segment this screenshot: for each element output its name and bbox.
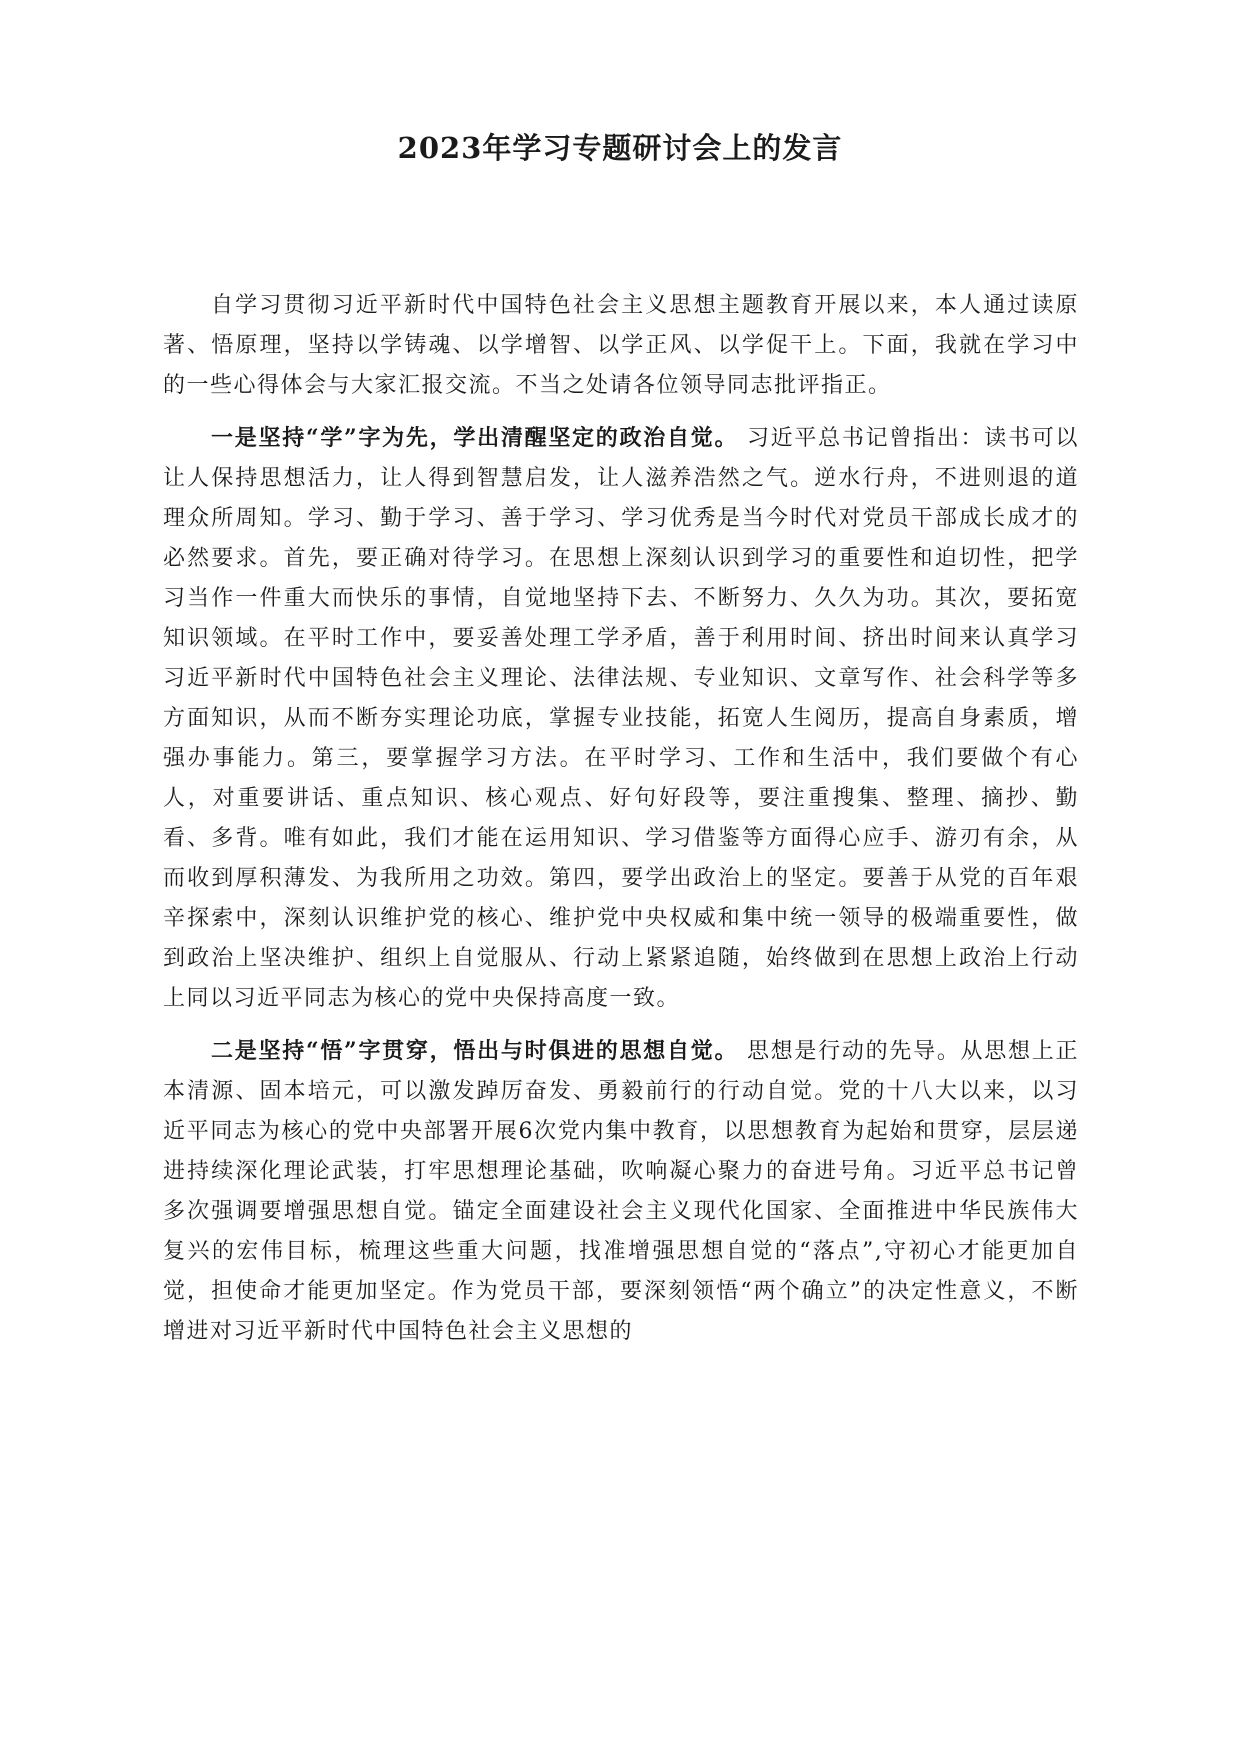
paragraph-text: 自学习贯彻习近平新时代中国特色社会主义思想主题教育开展以来，本人通过读原著、悟原理，坚持以学铸魂、以学增智、以学正风、以学促干上。下面，我就在学习中的一些心得体会与大家汇报交流。不当之处请各位领导同志批评指正。 <box>163 293 1079 398</box>
paragraph-intro <box>163 285 1079 406</box>
paragraph-text: 习近平总书记曾指出：读书可以让人保持思想活力，让人得到智慧启发，让人滋养浩然之气。逆水行舟，不进则退的道理众所周知。学习、勤于学习、善于学习、学习优秀是当今时代对党员干部成长成才的必然要求。首先，要正确对待学习。在思想上深刻认识到学习的重要性和迫切性，把学习当作一件重大而快乐的事情，自觉地坚持下去、不断努力、久久为功。其次，要拓宽知识领域。在平时工作中，要妥善处理工学矛盾，善于利用时间、挤出时间来认真学习习近平新时代中国特色社会主义理论、法律法规、专业知识、文章写作、社会科学等多方面知识，从而不断夯实理论功底，掌握专业技能，拓宽人生阅历，提高自身素质，增强办事能力。第三，要掌握学习方法。在平时学习、工作和生活中，我们要做个有心人，对重要讲话、重点知识、核心观点、好句好段等，要注重搜集、整理、摘抄、勤看、多背。唯有如此，我们才能在运用知识、学习借鉴等方面得心应手、游刃有余，从而收到厚积薄发、为我所用之功效。第四，要学出政治上的坚定。要善于从党的百年艰辛探索中，深刻认识维护党的核心、维护党中央权威和集中统一领导的极端重要性，做到政治上坚决维护、组织上自觉服从、行动上紧紧追随，始终做到在思想上政治上行动上同以习近平同志为核心的党中央保持高度一致。 <box>163 426 1079 1011</box>
paragraph-text: 思想是行动的先导。从思想上正本清源、固本培元，可以激发踔厉奋发、勇毅前行的行动自觉。党的十八大以来，以习近平同志为核心的党中央部署开展6次党内集中教育，以思想教育为起始和贯穿，层层递进持续深化理论武装，打牢思想理论基础，吹响凝心聚力的奋进号角。习近平总书记曾多次强调要增强思想自觉。锚定全面建设社会主义现代化国家、全面推进中华民族伟大复兴的宏伟目标，梳理这些重大问题，找准增强思想自觉的“落点”,守初心才能更加自觉，担使命才能更加坚定。作为党员干部，要深刻领悟“两个确立”的决定性意义，不断增进对习近平新时代中国特色社会主义思想的 <box>163 1039 1079 1344</box>
paragraph-point-one <box>163 418 1079 1019</box>
paragraph-point-two <box>163 1031 1079 1352</box>
document-body <box>163 285 1079 1352</box>
paragraph-lead: 一是坚持“学”字为先，学出清醒坚定的政治自觉。 <box>211 425 739 451</box>
document-title: 2023年学习专题研讨会上的发言 <box>397 131 843 165</box>
paragraph-lead: 二是坚持“悟”字贯穿，悟出与时俱进的思想自觉。 <box>211 1038 739 1064</box>
